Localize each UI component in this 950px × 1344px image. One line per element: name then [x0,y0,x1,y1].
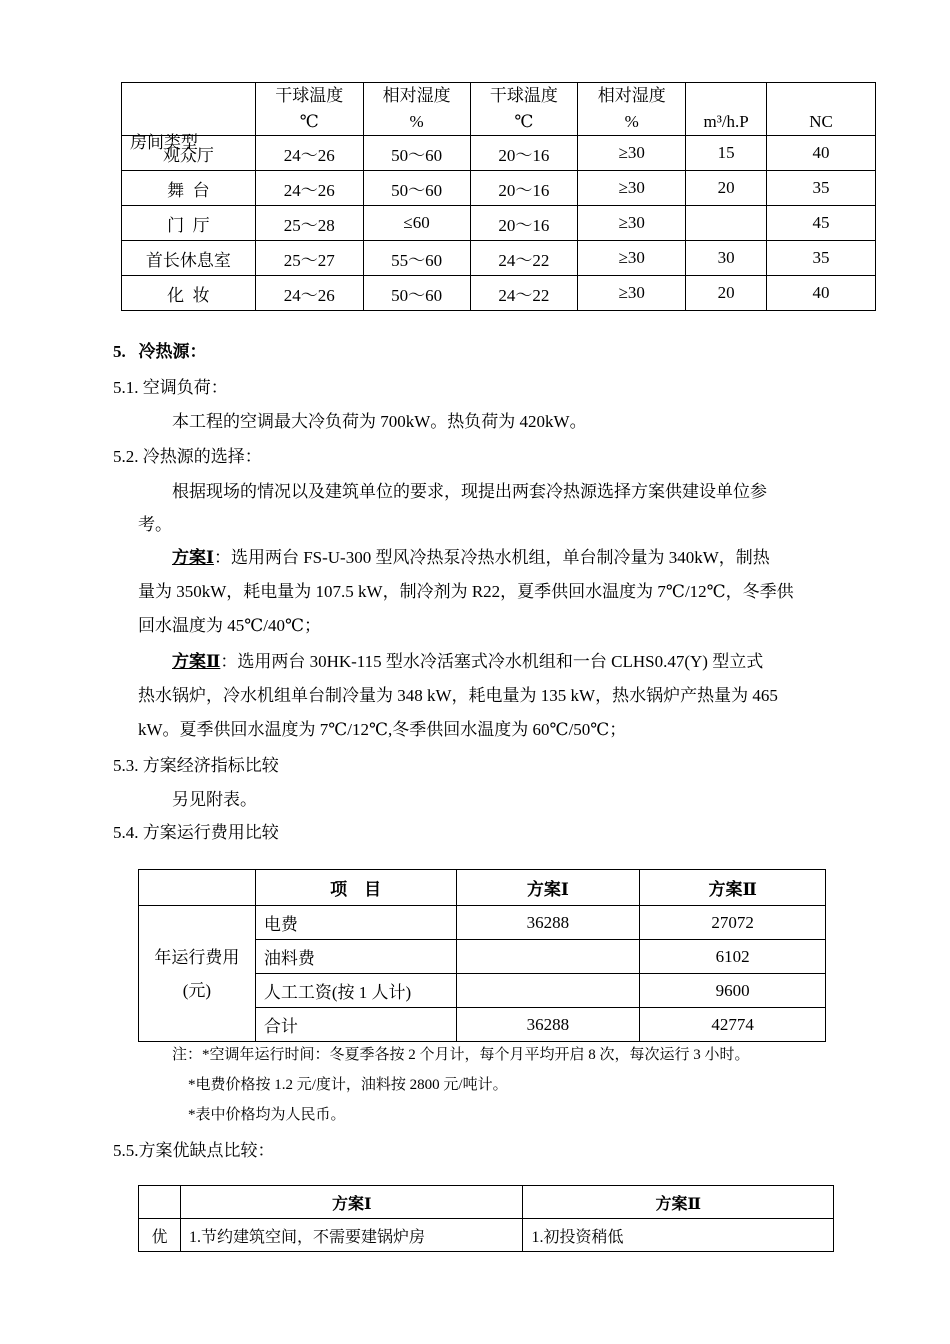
table-cell: 24～26 [255,171,363,206]
note-line-1: 注：*空调年运行时间：冬夏季各按 2 个月计，每个月平均开启 8 次，每次运行 3 小时。 [172,1047,750,1063]
plan1-line3: 回水温度为 45℃/40℃； [138,616,322,635]
paragraph-appendix: 另见附表。 [172,790,257,809]
table-cell: 24～26 [255,276,363,311]
header-cell: 方案Ⅰ [456,870,640,906]
table-cell: 20 [686,171,767,206]
plan2-line2: 热水锅炉，冷水机组单台制冷量为 348 kW，耗电量为 135 kW，热水锅炉产热量为 465 [138,686,778,705]
table-cell: 舞 台 [122,171,256,206]
header-cell: 方案Ⅱ [523,1186,834,1219]
table-row [122,241,876,276]
header-cell: 干球温度 ℃ [255,83,363,136]
table-cell: 人工工资(按 1 人计) [255,974,456,1008]
table-header-row [139,1186,834,1219]
paragraph-selection-line2: 考。 [138,515,172,534]
table-cell: 55～60 [363,241,470,276]
header-cell: 相对湿度 % [363,83,470,136]
table-cell: 45 [767,206,876,241]
table-cell: 25～27 [255,241,363,276]
header-cell: 方案Ⅱ [640,870,826,906]
table-cell: ≥30 [578,171,686,206]
table-cell: 50～60 [363,136,470,171]
plan2-line3: kW。夏季供回水温度为 7℃/12℃,冬季供回水温度为 60℃/50℃； [138,720,627,739]
table-row [139,1219,834,1252]
table-cell: 20～16 [470,171,578,206]
section-heading-5-2: 5.2. 冷热源的选择： [113,447,262,466]
header-cell [139,870,256,906]
plan2-line1: 方案Ⅱ：选用两台 30HK-115 型水冷活塞式冷水机组和一台 CLHS0.47(Y) 型立式 [172,652,764,671]
plan1-label: 方案Ⅰ [172,548,214,567]
paragraph-selection-line1: 根据现场的情况以及建筑单位的要求，现提出两套冷热源选择方案供建设单位参 [172,482,767,501]
row-group-label: 年运行费用 (元) [139,906,256,1042]
header-cell: 相对湿度 % [578,83,686,136]
table-cell: 9600 [640,974,826,1008]
table-cell: 门 厅 [122,206,256,241]
table-row [139,906,826,940]
table-cell: 35 [767,241,876,276]
table-cell: 36288 [456,906,640,940]
table-row [122,136,876,171]
table-cell: 20～16 [470,136,578,171]
table-header-row [122,83,876,136]
table-cell: ≥30 [578,136,686,171]
room-type-label: 房间类型 [130,133,198,152]
table-cell [456,974,640,1008]
table-cell: 优 [139,1219,181,1252]
header-cell: m³/h.P [686,83,767,136]
table-cell: 化 妆 [122,276,256,311]
table-header-row [139,870,826,906]
table-cell: 42774 [640,1008,826,1042]
table-cell: 24～22 [470,276,578,311]
header-cell [122,83,256,152]
table-cell: 20～16 [470,206,578,241]
table-cell: 40 [767,136,876,171]
table-cell: ≥30 [578,206,686,241]
header-cell: NC [767,83,876,136]
table-cell: 20 [686,276,767,311]
table-cell: 24～26 [255,136,363,171]
table-cell: 观众厅 [122,136,256,171]
table-cell: 合计 [255,1008,456,1042]
section-heading-5-1: 5.1. 空调负荷： [113,378,228,397]
plan1-line1: 方案Ⅰ：选用两台 FS-U-300 型风冷热泵冷热水机组，单台制冷量为 340kW，制热 [172,548,770,567]
table-cell: 27072 [640,906,826,940]
header-cell: 干球温度 ℃ [470,83,578,136]
plan1-line2: 量为 350kW，耗电量为 107.5 kW，制冷剂为 R22，夏季供回水温度为 7℃/12℃，冬季供 [138,582,794,601]
section-heading-5: 5. 冷热源： [113,342,207,361]
table-cell [686,206,767,241]
table-cell [456,940,640,974]
table-row [122,206,876,241]
plan2-label: 方案Ⅱ [172,652,221,671]
table-cell: 25～28 [255,206,363,241]
table-cell: 35 [767,171,876,206]
table-cell: ≤60 [363,206,470,241]
table-cell: 40 [767,276,876,311]
table-cell: 6102 [640,940,826,974]
header-cell: 项 目 [255,870,456,906]
table-cell: 油料费 [255,940,456,974]
table-cell: ≥30 [578,241,686,276]
header-cell [139,1186,181,1219]
section-heading-5-5: 5.5.方案优缺点比较： [113,1141,275,1160]
table-cell: 1.初投资稍低 [523,1219,834,1252]
note-line-2: *电费价格按 1.2 元/度计，油料按 2800 元/吨计。 [188,1077,508,1093]
paragraph-load: 本工程的空调最大冷负荷为 700kW。热负荷为 420kW。 [172,412,587,431]
table-cell: 36288 [456,1008,640,1042]
table-cell: 首长休息室 [122,241,256,276]
room-design-table [121,82,876,311]
table-cell: 50～60 [363,276,470,311]
table-cell: 15 [686,136,767,171]
pros-cons-table [138,1185,834,1252]
section-heading-5-4: 5.4. 方案运行费用比较 [113,823,279,842]
section-heading-5-3: 5.3. 方案经济指标比较 [113,756,279,775]
operating-cost-table [138,869,826,1042]
table-cell: 30 [686,241,767,276]
note-line-3: *表中价格均为人民币。 [188,1107,346,1123]
table-cell: 1.节约建筑空间，不需要建锅炉房 [180,1219,523,1252]
table-cell: 24～22 [470,241,578,276]
header-cell: 方案Ⅰ [180,1186,523,1219]
table-cell: ≥30 [578,276,686,311]
table-cell: 电费 [255,906,456,940]
table-cell: 50～60 [363,171,470,206]
table-row [122,276,876,311]
table-row [122,171,876,206]
